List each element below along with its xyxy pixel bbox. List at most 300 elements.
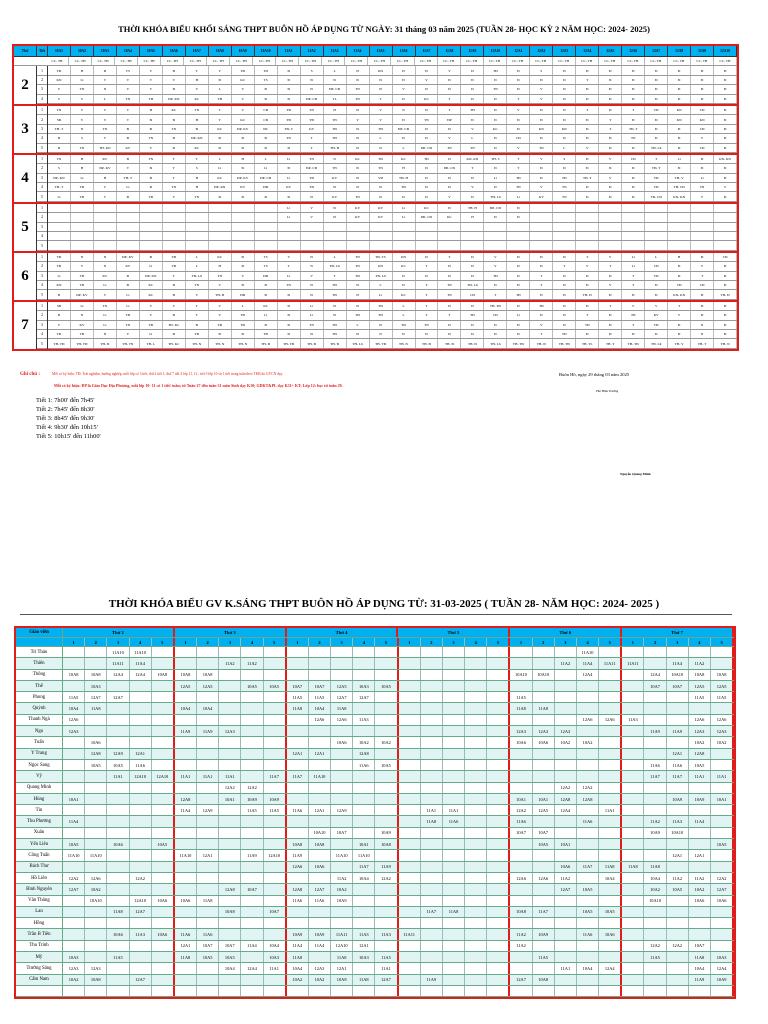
teacher-cell — [465, 884, 487, 894]
teacher-cell — [555, 918, 577, 928]
lesson-cell: T — [622, 281, 645, 289]
lesson-cell: Đ — [393, 95, 416, 103]
teacher-cell — [622, 828, 644, 838]
teacher-cell — [533, 692, 555, 702]
lesson-cell: TL — [324, 95, 347, 103]
lesson-cell — [186, 232, 209, 240]
teacher-cell: 10A1 — [510, 794, 532, 804]
teacher-cell: 11A9 — [689, 975, 711, 985]
lesson-cell: TĐ — [668, 281, 691, 289]
teacher-cell — [175, 963, 197, 973]
teacher-cell — [85, 816, 107, 826]
teacher-name: Xuân — [16, 828, 63, 838]
lesson-cell: Đ — [232, 262, 255, 270]
period-row — [48, 155, 737, 164]
lesson-cell: Đ — [484, 330, 507, 338]
lesson-cell — [599, 241, 622, 249]
class-header-cell: 10A8 — [209, 46, 232, 56]
teacher-cell — [287, 918, 309, 928]
teacher-cell — [197, 963, 219, 973]
lesson-cell: Đ — [301, 253, 324, 261]
teacher-cell — [264, 828, 287, 838]
lesson-cell: Đ — [553, 76, 576, 84]
teacher-cell — [287, 828, 309, 838]
lesson-cell: Đ — [484, 95, 507, 103]
lesson-cell: TĐ — [393, 321, 416, 329]
teacher-cell — [711, 647, 734, 657]
teacher-cell: 10A9 — [264, 794, 287, 804]
teacher-cell — [287, 873, 309, 883]
lesson-cell: TĐ — [576, 321, 599, 329]
period-row — [48, 223, 737, 232]
lesson-cell: N — [71, 253, 94, 261]
teacher-cell: 11A10 — [353, 850, 375, 860]
teacher-cell — [487, 715, 510, 725]
lesson-cell: Đ — [507, 253, 530, 261]
lesson-cell — [438, 223, 461, 231]
lesson-cell: Đ — [668, 272, 691, 280]
teacher-cell — [622, 975, 644, 985]
lesson-cell: S — [553, 155, 576, 163]
teacher-cell — [353, 703, 375, 713]
period-row — [48, 134, 737, 143]
teacher-cell — [175, 737, 197, 747]
lesson-cell: Đ — [209, 134, 232, 142]
lesson-cell: TH- N — [209, 339, 232, 347]
gvcn-cell: CC- TH — [368, 57, 391, 65]
teacher-cell — [287, 986, 309, 996]
lesson-cell — [278, 232, 301, 240]
teacher-cell — [331, 986, 353, 996]
teacher-cell — [241, 986, 263, 996]
lesson-cell: TN — [370, 164, 393, 172]
lesson-cell: Đ — [714, 262, 737, 270]
lesson-cell: Đ — [278, 192, 301, 200]
lesson-cell: Đ — [484, 213, 507, 221]
lesson-cell: CĐ — [507, 134, 530, 142]
period-number: 4 — [37, 281, 47, 290]
lesson-cell: V — [347, 115, 370, 123]
teacher-cell — [555, 828, 577, 838]
teacher-cell — [399, 986, 421, 996]
teacher-cell: 12A2 — [667, 941, 689, 951]
lesson-cell: TĐ — [71, 192, 94, 200]
day-header: Thứ 5 — [398, 628, 510, 637]
lesson-cell — [576, 213, 599, 221]
teacher-cell — [622, 737, 644, 747]
period-header: 5 — [711, 638, 734, 646]
teacher-cell — [443, 670, 465, 680]
lesson-cell: KC — [163, 106, 186, 114]
period-header: 3 — [443, 638, 465, 646]
lesson-cell: Đ — [691, 85, 714, 93]
period-row — [48, 183, 737, 192]
lesson-cell: Đ — [438, 85, 461, 93]
lesson-cell — [48, 223, 71, 231]
note-label: Ghi chú : — [20, 372, 41, 377]
teacher-cell — [399, 658, 421, 668]
note-line-2: Mỗi có ký hiệu: ĐP là Giáo Dục Địa Phương, mỗi lớp 10- 11 có 1 tiết/ tuần; từ Tuần 27 đến tuần 31 môn Sinh dạy K10; GDKT&PL dạy K11+ KT; Lớp 12: học từ tuần 29. — [54, 383, 343, 388]
teacher-cell: 10A9 — [711, 975, 734, 985]
teacher-cell: 11A5 — [533, 952, 555, 962]
teacher-cell — [375, 907, 398, 917]
lesson-cell: Đ — [714, 330, 737, 338]
teacher-cell: 11A8 — [443, 907, 465, 917]
teacher-cell — [644, 805, 666, 815]
lesson-cell: Đ — [278, 76, 301, 84]
teacher-cell — [577, 828, 599, 838]
teacher-cell — [599, 816, 622, 826]
lesson-cell: Đ — [530, 115, 553, 123]
teacher-cell — [197, 873, 219, 883]
teacher-cell — [107, 963, 129, 973]
lesson-cell: Li — [691, 174, 714, 182]
lesson-cell: S — [301, 66, 324, 74]
teacher-row — [16, 783, 734, 794]
teacher-cell — [241, 929, 263, 939]
lesson-cell: Đ — [622, 115, 645, 123]
lesson-cell: TN — [438, 290, 461, 298]
teacher-cell — [152, 918, 175, 928]
lesson-cell: TH- V — [668, 174, 691, 182]
teacher-cell: 10A8 — [331, 975, 353, 985]
lesson-cell: Đ — [117, 125, 140, 133]
teacher-cell — [175, 760, 197, 770]
teacher-cell — [287, 783, 309, 793]
lesson-cell: TH- TĐ — [48, 339, 71, 347]
lesson-cell: Đ — [278, 311, 301, 319]
teacher-cell — [421, 670, 443, 680]
lesson-cell: TN — [71, 144, 94, 152]
lesson-cell: Li — [117, 290, 140, 298]
teacher-cell — [241, 952, 263, 962]
lesson-cell — [370, 232, 393, 240]
lesson-cell: Đ — [645, 85, 668, 93]
lesson-cell: Đ — [576, 330, 599, 338]
period-column — [37, 253, 48, 300]
lesson-cell: TD — [255, 66, 278, 74]
teacher-cell — [555, 816, 577, 826]
lesson-cell: Đ — [209, 144, 232, 152]
lesson-cell: T — [117, 115, 140, 123]
teacher-cell: 12A6 — [85, 873, 107, 883]
day-cells — [48, 302, 737, 349]
teacher-cell — [577, 941, 599, 951]
lesson-cell: KC — [484, 125, 507, 133]
teacher-cell — [465, 670, 487, 680]
teacher-cell — [241, 726, 263, 736]
period-row — [48, 204, 737, 213]
lesson-cell: T — [438, 311, 461, 319]
lesson-cell — [209, 241, 232, 249]
lesson-cell: TH- H — [393, 174, 416, 182]
lesson-cell — [301, 223, 324, 231]
lesson-cell — [324, 232, 347, 240]
lesson-cell: VĐ — [370, 174, 393, 182]
teacher-cell — [510, 771, 532, 781]
header-blank — [16, 638, 63, 646]
period-header: 4 — [689, 638, 711, 646]
lesson-cell: Đ — [484, 144, 507, 152]
teacher-cell — [399, 805, 421, 815]
teacher-cell — [197, 816, 219, 826]
teacher-cell: 10A5 — [264, 681, 287, 691]
teacher-cell — [443, 703, 465, 713]
lesson-cell: TH- CĐ — [668, 183, 691, 191]
teacher-cell: 12A7 — [63, 884, 85, 894]
lesson-cell: KC — [438, 213, 461, 221]
gvcn-cell: CC- TH — [207, 57, 230, 65]
teacher-cell: 10A1 — [711, 794, 734, 804]
lesson-cell: Đ — [622, 85, 645, 93]
lesson-cell — [393, 232, 416, 240]
period-number: 3 — [37, 85, 47, 94]
teacher-cell — [241, 670, 263, 680]
teacher-cell: 11A1 — [555, 963, 577, 973]
teacher-cell: 10A2 — [689, 737, 711, 747]
lesson-cell: L — [324, 253, 347, 261]
lesson-cell: CĐ — [714, 253, 737, 261]
teacher-cell: 11A4 — [241, 941, 263, 951]
lesson-cell — [255, 213, 278, 221]
lesson-cell: Đ — [599, 85, 622, 93]
teacher-cell: 10A5 — [577, 907, 599, 917]
lesson-cell: Đ — [484, 106, 507, 114]
lesson-cell — [71, 223, 94, 231]
teacher-cell: 10A6 — [510, 737, 532, 747]
lesson-cell: Đ — [622, 95, 645, 103]
teacher-cell: 12A5 — [331, 681, 353, 691]
period-number: 4 — [37, 183, 47, 192]
lesson-cell: TH- TL — [576, 339, 599, 347]
teacher-cell — [175, 975, 197, 985]
lesson-cell: Đ — [599, 106, 622, 114]
lesson-cell — [553, 232, 576, 240]
teacher-cell — [331, 862, 353, 872]
teacher-cell: 12A1 — [287, 749, 309, 759]
teacher-cell — [443, 692, 465, 702]
teacher-row — [16, 941, 734, 952]
teacher-cell — [644, 839, 666, 849]
gvcn-cell: CC- TH — [622, 57, 645, 65]
teacher-cell — [599, 771, 622, 781]
teacher-cell: 11A8 — [689, 952, 711, 962]
lesson-cell: Đ — [668, 95, 691, 103]
lesson-cell: TĐ — [48, 262, 71, 270]
teacher-row — [16, 873, 734, 884]
teacher-cell: 12A2 — [375, 873, 398, 883]
lesson-cell: Đ — [140, 125, 163, 133]
teacher-cell — [175, 884, 197, 894]
lesson-cell: Đ — [622, 183, 645, 191]
teacher-cell — [107, 975, 129, 985]
lesson-cell: Đ — [117, 155, 140, 163]
lesson-cell: TS — [117, 66, 140, 74]
teacher-cell — [219, 715, 241, 725]
lesson-cell: T — [416, 262, 439, 270]
teacher-cell — [399, 647, 421, 657]
teacher-cell — [107, 681, 129, 691]
lesson-cell: N — [301, 262, 324, 270]
teacher-cell — [107, 918, 129, 928]
teacher-cell — [287, 715, 309, 725]
lesson-cell: V — [438, 192, 461, 200]
teacher-cell — [599, 952, 622, 962]
teacher-cell — [175, 658, 197, 668]
lesson-cell: V — [232, 106, 255, 114]
lesson-cell: TN — [553, 192, 576, 200]
teacher-cell — [107, 783, 129, 793]
teacher-cell — [711, 907, 734, 917]
day-block — [14, 66, 737, 106]
teacher-cell — [107, 828, 129, 838]
teacher-cell — [421, 647, 443, 657]
teacher-name: Hùng — [16, 794, 63, 804]
lesson-cell: TH- Đ — [209, 290, 232, 298]
teacher-cell — [152, 794, 175, 804]
teacher-cell: 11A7 — [533, 907, 555, 917]
teacher-cell — [555, 749, 577, 759]
lesson-cell: Đ — [576, 281, 599, 289]
teacher-row — [16, 952, 734, 963]
teacher-cell: 11A4 — [309, 941, 331, 951]
lesson-cell: Đ — [117, 134, 140, 142]
teacher-cell: 11A8 — [331, 703, 353, 713]
lesson-cell — [94, 223, 117, 231]
teacher-cell — [175, 873, 197, 883]
teacher-name: Hồ Liên — [16, 873, 63, 883]
lesson-cell: Đ — [530, 311, 553, 319]
lesson-cell: Đ — [209, 76, 232, 84]
teacher-cell: 10A1 — [63, 794, 85, 804]
teacher-row — [16, 862, 734, 873]
teacher-cell: 12A8 — [175, 794, 197, 804]
teacher-cell: 10A8 — [287, 839, 309, 849]
teacher-cell — [375, 715, 398, 725]
lesson-cell: T — [140, 76, 163, 84]
lesson-cell: Đ — [416, 272, 439, 280]
lesson-cell: Đ — [278, 144, 301, 152]
teacher-cell — [667, 783, 689, 793]
teacher-name: Bình Nguyên — [16, 884, 63, 894]
lesson-cell: Đ — [209, 330, 232, 338]
header-teacher: Giáo viên — [16, 628, 63, 637]
lesson-cell: CĐ — [691, 281, 714, 289]
teacher-cell — [287, 907, 309, 917]
teacher-cell — [152, 850, 175, 860]
teacher-cell: 11A1 — [689, 771, 711, 781]
lesson-cell: Đ — [645, 125, 668, 133]
lesson-cell: T — [622, 272, 645, 280]
lesson-cell: H — [94, 174, 117, 182]
teacher-cell — [197, 692, 219, 702]
lesson-cell: Li — [370, 290, 393, 298]
period-number: 5 — [37, 339, 47, 348]
lesson-cell: Đ — [691, 253, 714, 261]
lesson-cell: Đ — [347, 76, 370, 84]
lesson-cell: Đ — [691, 311, 714, 319]
teacher-cell — [375, 896, 398, 906]
teacher-cell — [264, 726, 287, 736]
lesson-cell: V — [209, 302, 232, 310]
teacher-cell: 12A3 — [63, 963, 85, 973]
teacher-cell — [399, 816, 421, 826]
teacher-cell — [264, 749, 287, 759]
teacher-cell — [130, 941, 152, 951]
teacher-cell — [711, 816, 734, 826]
lesson-cell — [48, 241, 71, 249]
teacher-cell — [107, 884, 129, 894]
teacher-cell: 12A5 — [711, 681, 734, 691]
teacher-cell — [555, 703, 577, 713]
period-number: 3 — [37, 174, 47, 183]
teacher-cell — [465, 929, 487, 939]
teacher-cell — [219, 873, 241, 883]
period-number: 1 — [37, 155, 47, 164]
day-header: Thứ 3 — [175, 628, 287, 637]
teacher-name: Thu Trinh — [16, 941, 63, 951]
teacher-cell — [421, 952, 443, 962]
teacher-cell: 12A3 — [555, 726, 577, 736]
teacher-cell: 10A2 — [711, 737, 734, 747]
teacher-cell — [599, 726, 622, 736]
lesson-cell: Đ — [553, 253, 576, 261]
lesson-cell: TĐ — [370, 302, 393, 310]
teacher-cell: 10A2 — [353, 737, 375, 747]
lesson-cell: TĐ — [232, 311, 255, 319]
lesson-cell: KC — [416, 95, 439, 103]
teacher-name: Thế — [16, 681, 63, 691]
teacher-cell: 10A5 — [375, 760, 398, 770]
lesson-cell — [71, 241, 94, 249]
teacher-cell — [63, 941, 85, 951]
lesson-cell: Đ — [714, 76, 737, 84]
teacher-cell — [465, 681, 487, 691]
teacher-cell: 10A4 — [353, 873, 375, 883]
teacher-cell — [577, 805, 599, 815]
teacher-cell — [353, 918, 375, 928]
teacher-cell — [152, 783, 175, 793]
lesson-cell: Đ — [255, 321, 278, 329]
lesson-cell: TH- T — [691, 339, 714, 347]
teacher-cell — [331, 670, 353, 680]
teacher-cell: 11A9 — [197, 726, 219, 736]
lesson-cell: KN- KN — [668, 290, 691, 298]
teacher-cell — [487, 749, 510, 759]
lesson-cell: Đ — [645, 115, 668, 123]
lesson-cell: N — [94, 330, 117, 338]
period-row — [48, 253, 737, 262]
day-cells — [48, 253, 737, 300]
teacher-cell — [130, 839, 152, 849]
lesson-cell — [324, 241, 347, 249]
lesson-cell: Đ — [278, 95, 301, 103]
period-header: 3 — [555, 638, 577, 646]
teacher-cell: 11A5 — [241, 805, 263, 815]
teacher-cell — [421, 749, 443, 759]
teacher-cell — [264, 760, 287, 770]
class-header-cell: 11A7 — [416, 46, 439, 56]
teacher-name: Thông — [16, 670, 63, 680]
teacher-cell: 12A3 — [63, 726, 85, 736]
teacher-cell — [399, 749, 421, 759]
teacher-row — [16, 760, 734, 771]
teacher-cell — [599, 975, 622, 985]
teacher-cell: 12A10 — [264, 850, 287, 860]
teacher-cell — [443, 839, 465, 849]
lesson-cell: L — [393, 144, 416, 152]
lesson-cell: T — [140, 85, 163, 93]
